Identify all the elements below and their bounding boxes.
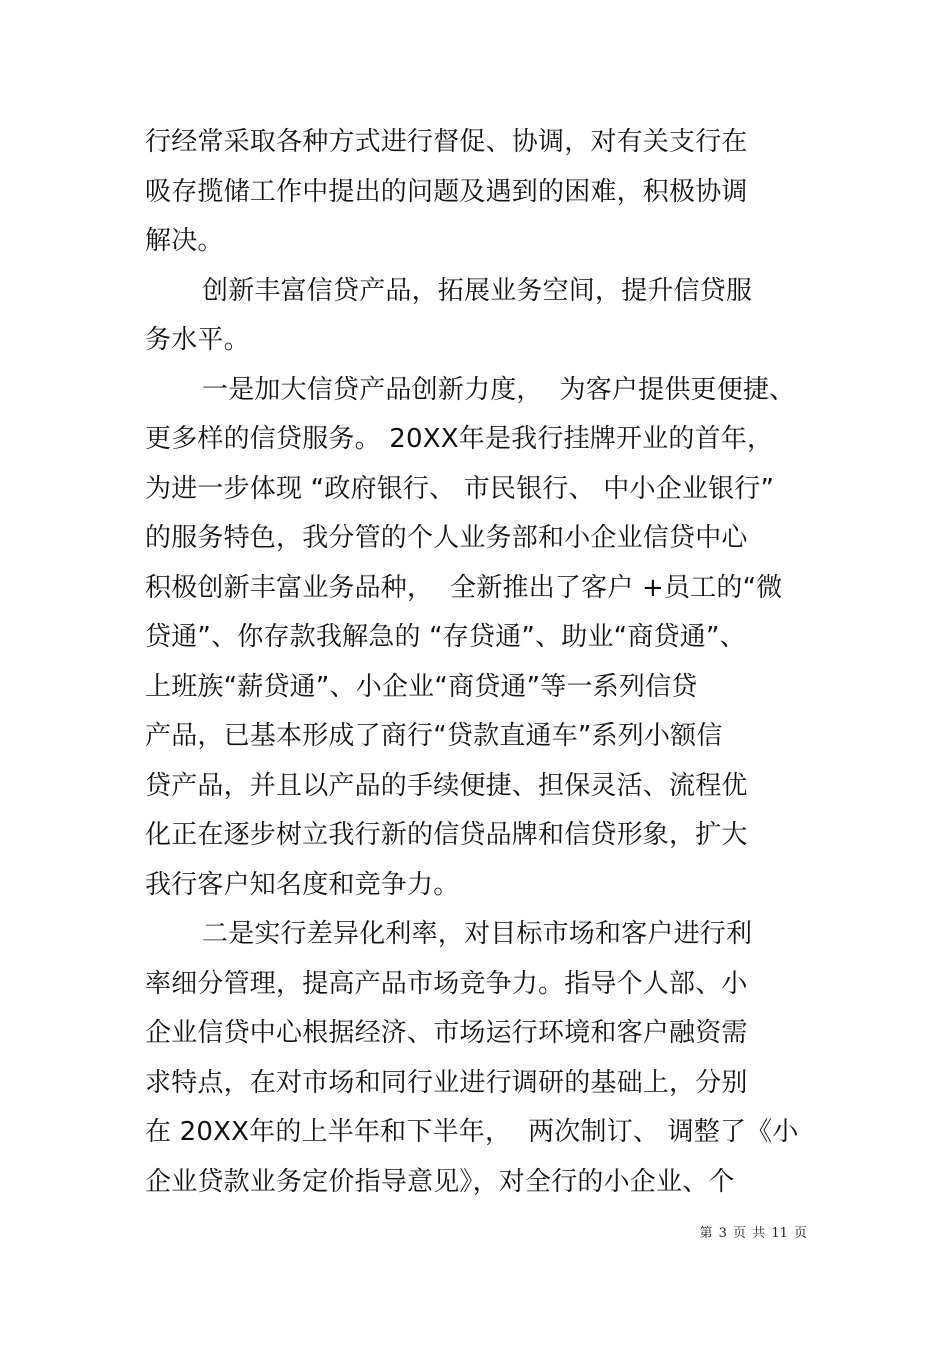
text-line: 我行客户知名度和竞争力。 — [145, 869, 460, 900]
page-number: 第 3 页 共 11 页 — [699, 1226, 807, 1241]
body-text — [145, 118, 825, 1207]
text-line: 解决。 — [145, 226, 224, 256]
text-line: 企业信贷中心根据经济、市场运行环境和客户融资需 — [145, 1018, 748, 1048]
text-line: 企业贷款业务定价指导意见》，对全行的小企业、个 — [145, 1166, 735, 1197]
text-line: 化正在逐步树立我行新的信贷品牌和信贷形象，扩大 — [145, 820, 748, 850]
text-line: 上班族“薪贷通”、小企业“商贷通”等一系列信贷 — [145, 671, 698, 702]
text-line: 在 20XX年的上半年和下半年， 两次制订、 调整了《小 — [145, 1117, 799, 1147]
text-line: 吸存揽储工作中提出的问题及遇到的困难，积极协调 — [145, 176, 748, 207]
text-line: 创新丰富信贷产品，拓展业务空间，提升信贷服 — [202, 275, 753, 306]
text-line: 行经常采取各种方式进行督促、协调，对有关支行在 — [145, 127, 748, 157]
text-line: 二是实行差异化利率，对目标市场和客户进行利 — [202, 919, 753, 949]
text-line: 贷产品，并且以产品的手续便捷、担保灵活、流程优 — [145, 770, 748, 801]
text-line: 率细分管理，提高产品市场竞争力。指导个人部、小 — [145, 968, 748, 999]
text-line: 贷通”、你存款我解急的 “存贷通”、助业“商贷通”、 — [145, 622, 746, 652]
text-line: 的服务特色，我分管的个人业务部和小企业信贷中心 — [145, 523, 748, 553]
text-line: 一是加大信贷产品创新力度， 为客户提供更便捷、 — [202, 374, 796, 405]
text-line: 产品，已基本形成了商行“贷款直通车”系列小额信 — [145, 721, 723, 751]
text-line: 为进一步体现 “政府银行、 市民银行、 中小企业银行” — [145, 473, 775, 504]
text-line: 积极创新丰富业务品种， 全新推出了客户 +员工的“微 — [145, 572, 783, 603]
text-line: 求特点，在对市场和同行业进行调研的基础上，分别 — [145, 1067, 748, 1098]
text-line: 务水平。 — [145, 325, 250, 355]
text-line: 更多样的信贷服务。 20XX年是我行挂牌开业的首年， — [145, 424, 774, 454]
